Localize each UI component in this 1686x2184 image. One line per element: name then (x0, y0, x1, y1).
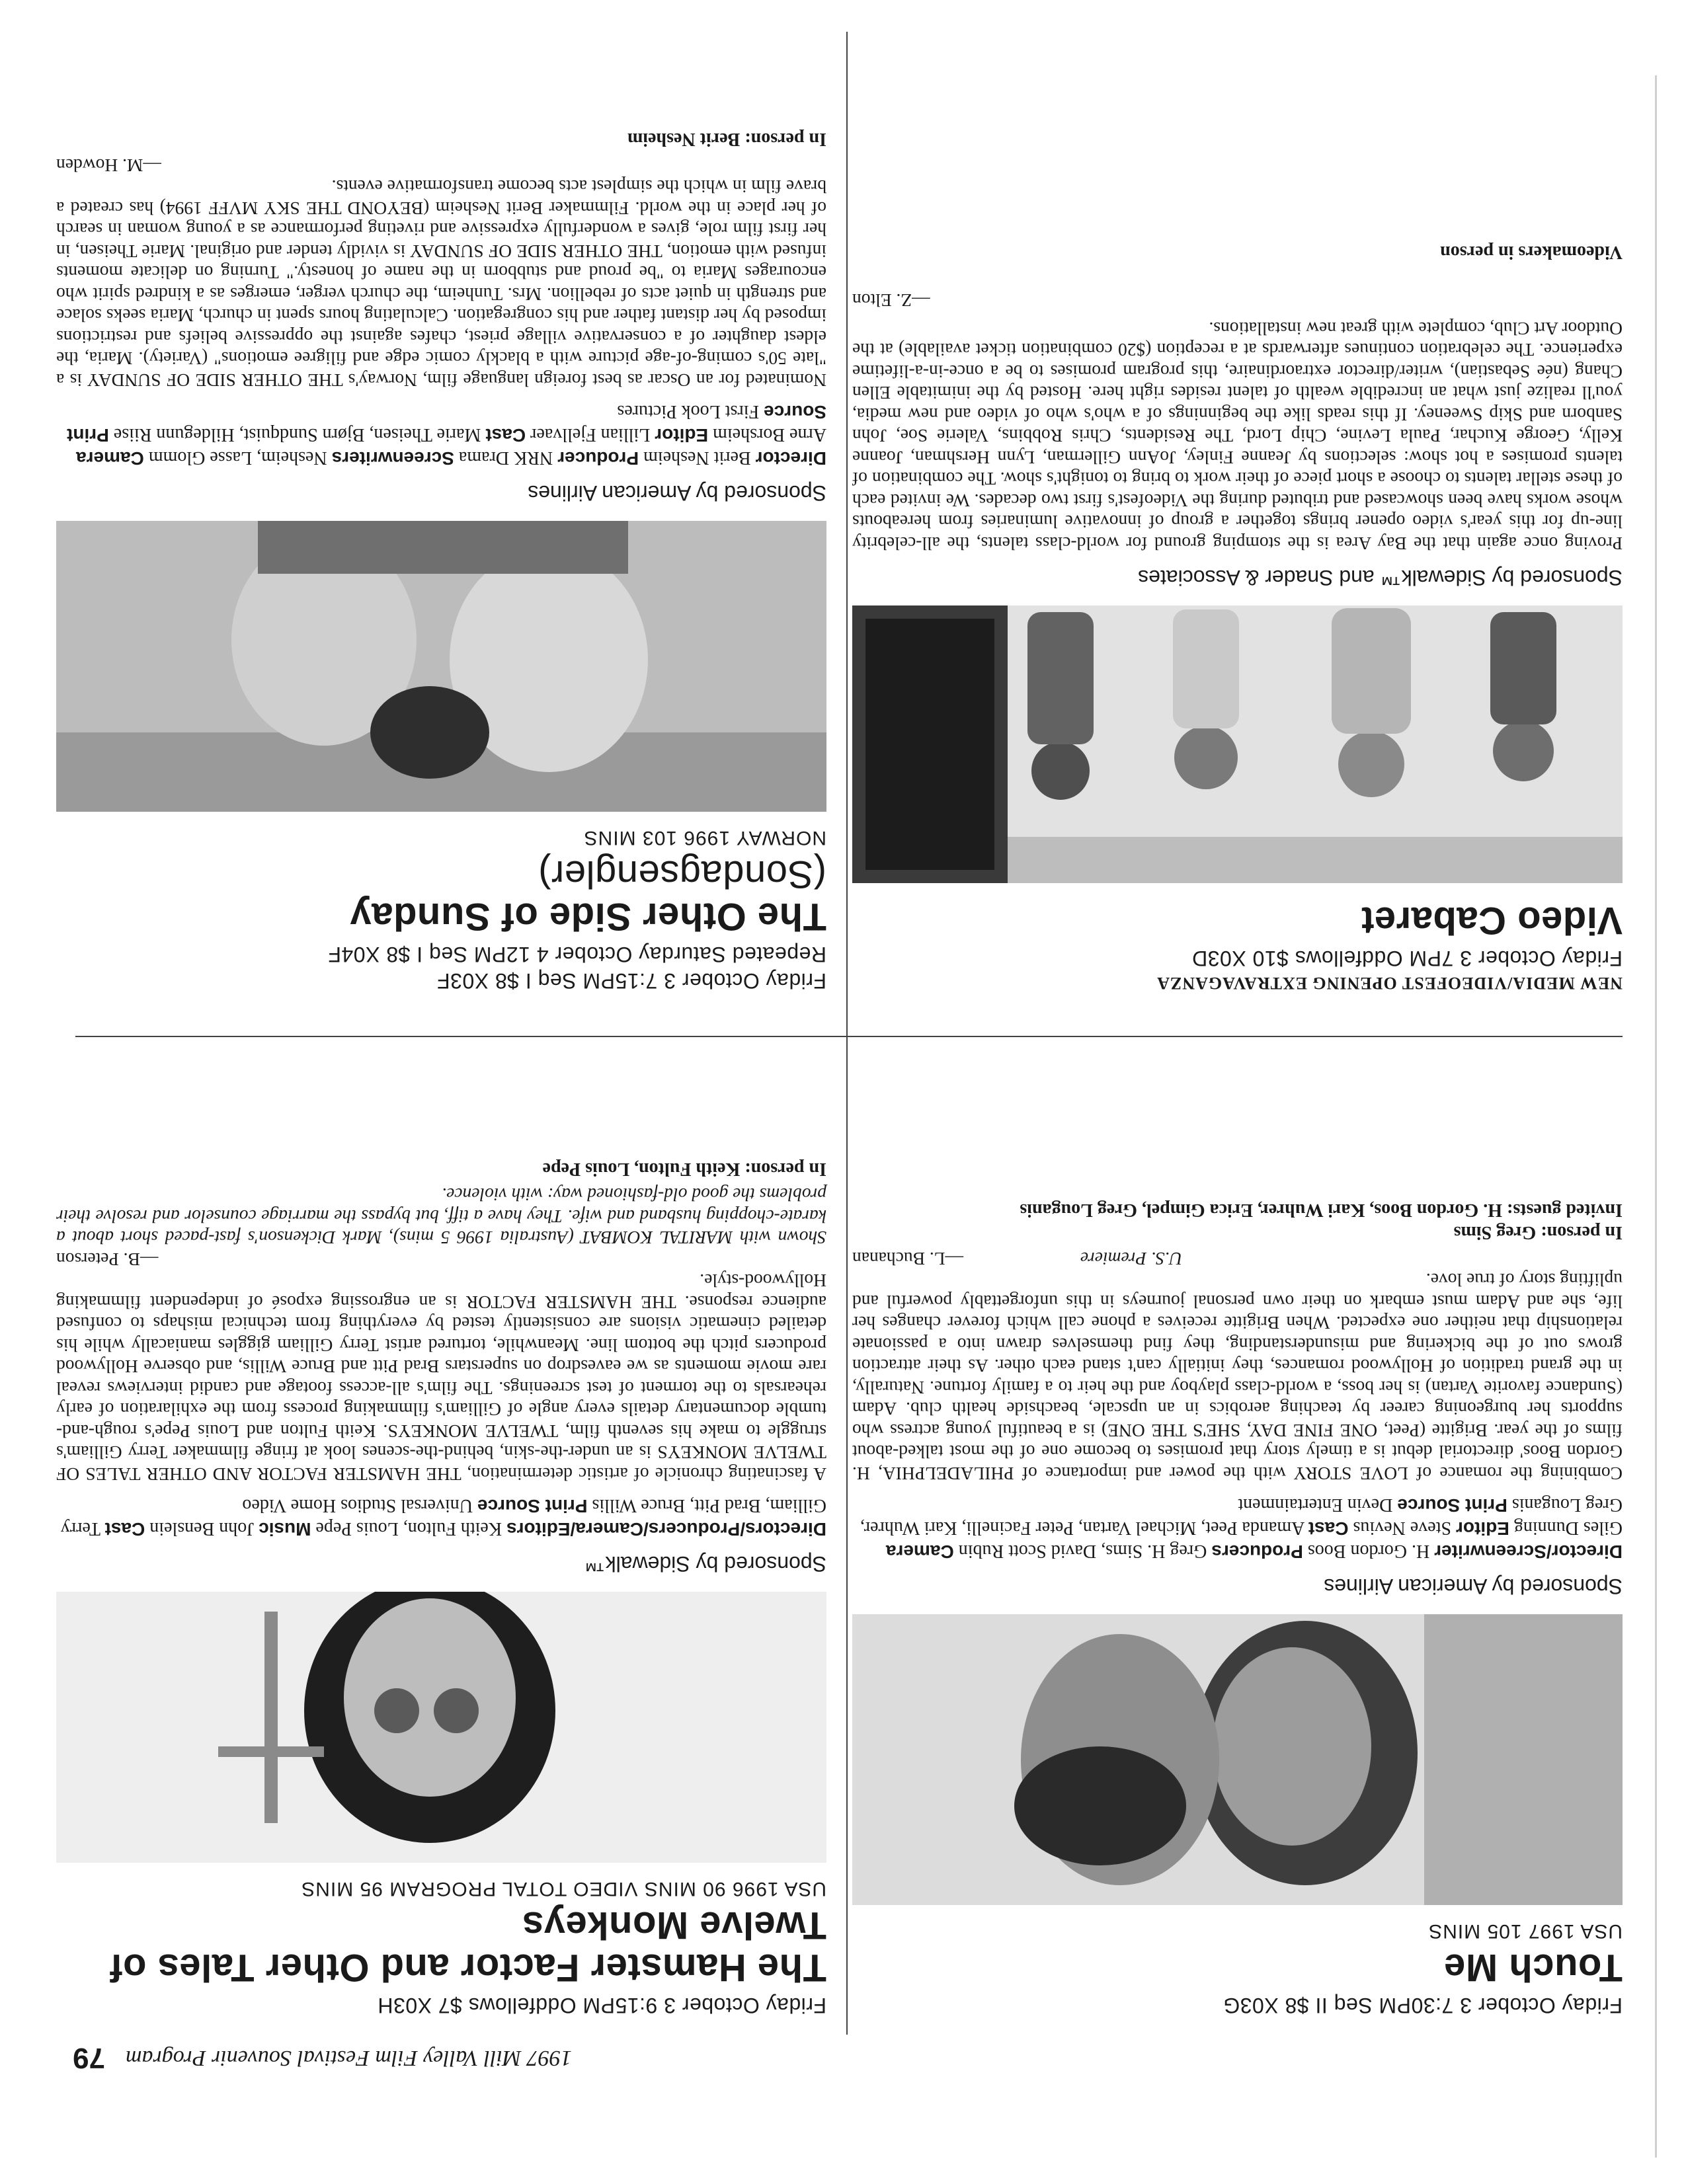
credit-names: Berit Nesheim (643, 448, 751, 468)
listing-in-person: In person: Keith Fulton, Louis Pepe (542, 1159, 826, 1179)
credit-role: Director (755, 448, 826, 469)
attribution-text: —L. Buchanan (852, 1249, 964, 1269)
credit-names: Amanda Peet, Michael Vartan, Peter Facinelli, Kari Wuhrer, Greg Louganis (860, 1495, 1623, 1538)
listing-schedule: Friday October 3 9:15PM Oddfellows $7 X03H (377, 1994, 826, 2017)
listing-other-side-of-sunday (56, 128, 826, 995)
listing-attribution (852, 1248, 1623, 1270)
credit-names: Greg H. Sims, David Scott Rubin (958, 1541, 1207, 1561)
listing-invited-guests: Invited guests: H. Gordon Boos, Kari Wuhrer, Erica Gimpel, Greg Louganis (1020, 1200, 1623, 1221)
listing-schedule: Friday October 3 7:15PM Seq I $8 X03F (436, 969, 826, 993)
credit-role: Director/Screenwriter (1434, 1541, 1623, 1562)
credit-names: Steve Nevius (1353, 1518, 1451, 1538)
listing-credits (56, 1494, 826, 1540)
listing-in-person: In person: Greg Sims (1453, 1222, 1623, 1243)
listing-touch-me (852, 1199, 1623, 2019)
credit-role: Print Source (1397, 1495, 1507, 1516)
vertical-divider (846, 32, 848, 2035)
credit-role: Cast (485, 425, 526, 446)
listing-description: Proving once again that the Bay Area is the stomping ground for world-class talents, the all-celebrity line-up for this year's video opener brings together a group of innovative luminaries from hereabouts whose works have been showcased and tributed during the Videofest's first two decades. We invited each of these stellar talents to choose a short piece of their work to bring to tonight's show. The combination of talents promises a hot show: selections by Jeanne Finley, JoAnn Gillerman, Lynn Hershman, Joanne Kelly, George Kuchar, Paula Levine, Chip Lord, The Residents, Chris Robbins, Valerie Soe, John Sanborn and Skip Sweeney. If this reads like the beginnings of a who's who of video and new media, you'll realize just what an incredible wealth of talent resides right here. Hosted by the inimitable Ellen Chang (née Sebastian), writer/director extraordinaire, this program promises to be a once-in-a-lifetime experience. The celebration continues afterwards at a reception ($20 combination ticket available) at the Outdoor Art Club, complete with great new installations. (852, 319, 1623, 554)
listing-repeat-schedule: Repeated Saturday October 4 12PM Seq I $8 X04F (327, 943, 826, 966)
listing-attribution: —Z. Elton (852, 290, 930, 311)
listing-description: Nominated for an Oscar as best foreign language film, Norway's THE OTHER SIDE OF SUNDAY is a "late 50's coming-of-age picture with a blackly comic edge and filigree emotions" (Variety). Maria, the eldest daughter of a conservative village priest, chafes against the oppressive beliefs and restrictions imposed by her distant father and his congregation. Calculating hours spent in church, Maria seeks solace and strength in quiet acts of rebellion. Mrs. Tunheim, the church verger, emerges as a kindred spirit who encourages Maria to "be proud and stubborn in the name of honesty." Turning on delicate moments infused with emotion, THE OTHER SIDE OF SUNDAY is vividly tender and original. Marie Theisen, in her first film role, gives a wonderfully expressive and riveting performance as a young woman in search of her place in the world. Filmmaker Berit Nesheim (BEYOND THE SKY MVFF 1994) has created a brave film in which the simplest acts become transformative events. (56, 176, 826, 391)
listing-in-person: Videomakers in person (1440, 242, 1623, 262)
credit-role: Print Source (67, 402, 826, 446)
listing-description: A fascinating chronicle of artistic determination, THE HAMSTER FACTOR AND OTHER TALES OF TWELVE MONKEYS is an under-the-skin, behind-the-scenes look at fringe filmmaker Terry Gilliam's struggle to make his seventh film, TWELVE MONKEYS. Keith Fulton and Louis Pepe's rough-and-tumble documentary details every angle of Gilliam's filmmaking process from the exhilaration of early rehearsals to the torment of test screenings. The film's all-access footage and candid interviews reveal rare movie moments as we eavesdrop on superstars Brad Pitt and Bruce Willis, and observe Hollywood producers pitch the bottom line. Meanwhile, tortured artist Terry Gilliam giggles maniacally while his detailed cinematic visions are consistently tested by everything from technical mishaps to confused audience response. THE HAMSTER FACTOR is an engrossing exposé of independent filmmaking Hollywood-style. (56, 1270, 826, 1485)
listing-title-original: (Sondagsengler) (538, 853, 826, 896)
credit-role: Music (259, 1519, 311, 1540)
listing-title: The Hamster Factor and Other Tales of Twelve Monkeys (109, 1904, 826, 1989)
listing-title: Video Cabaret (1361, 899, 1623, 942)
credit-names: Keith Fulton, Louis Pepe (315, 1518, 502, 1539)
listing-title (56, 853, 826, 937)
scan-edge (1655, 75, 1657, 2158)
listing-title-main: The Other Side of Sunday (350, 895, 826, 938)
credit-names: Marie Theisen, Bjørn Sundquist, Hildegunn Riise (113, 424, 481, 445)
credit-names: John Benslein (149, 1518, 255, 1539)
film-still-photo (56, 1592, 826, 1863)
credit-names: NRK Drama (458, 448, 553, 468)
listing-credits (852, 1493, 1623, 1563)
listing-schedule: Friday October 3 7PM Oddfellows $10 X03D (1191, 947, 1623, 970)
listing-hamster-factor (56, 1157, 826, 2019)
listing-title: Touch Me (1443, 1946, 1623, 1989)
film-still-photo (852, 1614, 1623, 1905)
premiere-label: U.S. Premiere (1080, 1249, 1183, 1269)
listing-video-cabaret (852, 241, 1623, 994)
credit-names: Nesheim, Lasse Glomm (148, 448, 327, 468)
film-still-photo (852, 605, 1623, 883)
listing-sponsor: Sponsored by American Airlines (1324, 1575, 1623, 1598)
listing-attribution: —B. Peterson (56, 1249, 159, 1270)
credit-names: Arne Borsheim (713, 424, 826, 445)
credit-role: Editor (655, 425, 709, 446)
listing-description: Combining the romance of LOVE STORY with the power and importance of PHILADELPHIA, H. Gordon Boos' directorial debut is a timely story that promises to become one of the most talked-about films of the year. Brigitte (Peet, ONE FINE DAY, SHE'S THE ONE) is a beautiful young actress who supports her burgeoning career by teaching aerobics in an upscale, beachside health club. Adam (Sundance favorite Vartan) is her boss, a world-class playboy and the heir to a family fortune. Naturally, in the grand tradition of Hollywood romances, they initially can't stand each other. As their attraction grows out of the bickering and misunderstanding, they find themselves drawn into a passionate relationship that neither one expected. When Brigitte receives a phone call which forever changes her life, she and Adam must embark on their own personal journeys in this unforgettably powerful and uplifting story of true love. (852, 1270, 1623, 1484)
listing-meta: NORWAY 1996 103 MINS (583, 827, 826, 849)
listing-sponsor: Sponsored by Sidewalk™ (584, 1552, 826, 1576)
listing-sponsor: Sponsored by Sidewalk™ and Snader & Associates (1138, 566, 1623, 590)
listing-meta: USA 1996 90 MINS VIDEO TOTAL PROGRAM 95 MINS (301, 1878, 826, 1900)
listing-schedule: Friday October 3 7:30PM Seq II $8 X03G (1223, 1994, 1623, 2017)
credit-role: Screenwriters (331, 448, 454, 469)
credit-role: Print Source (477, 1496, 588, 1516)
running-title: 1997 Mill Valley Film Festival Souvenir Program (126, 2046, 572, 2070)
listing-attribution: —M. Howden (56, 155, 161, 176)
credit-role: Editor (1456, 1518, 1509, 1539)
credit-role: Directors/Producers/Camera/Editors (506, 1519, 826, 1540)
credit-role: Producer (557, 448, 639, 469)
credit-names: Giles Dunning (1513, 1518, 1623, 1538)
listing-meta: USA 1997 105 MINS (1428, 1920, 1623, 1942)
credit-names: H. Gordon Boos (1307, 1541, 1430, 1561)
credit-names: First Look Pictures (617, 401, 760, 422)
page-header (73, 2035, 807, 2074)
credit-role: Camera (76, 448, 144, 469)
listing-sponsor: Sponsored by American Airlines (528, 481, 826, 505)
credit-role: Cast (104, 1519, 145, 1540)
horizontal-divider (75, 1036, 1623, 1037)
credit-role: Producers (1211, 1541, 1303, 1562)
listing-short-note: Shown with MARITAL KOMBAT (Australia 1996 5 mins), Mark Dickenson's fast-paced short about a karate-chopping husband and wife. They have a tiff, but bypass the marriage counselor and resolve their problems the good old-fashioned way: with violence. (56, 1185, 826, 1249)
listing-in-person: In person: Berit Nesheim (627, 129, 826, 150)
credit-names: Lillian Fjellvaer (530, 424, 651, 445)
film-still-photo (56, 521, 826, 812)
credit-role: Camera (885, 1541, 954, 1562)
listing-credits (56, 400, 826, 469)
credit-names: Terry Gilliam, Brad Pitt, Bruce Willis (60, 1495, 826, 1539)
credit-names: Devin Entertainment (1238, 1495, 1393, 1515)
page-number: 79 (73, 2042, 105, 2074)
credit-role: Cast (1308, 1518, 1349, 1539)
listing-kicker: NEW MEDIA/VIDEOFEST OPENING EXTRAVAGANZA (1156, 974, 1623, 993)
credit-names: Universal Studios Home Video (242, 1495, 473, 1516)
